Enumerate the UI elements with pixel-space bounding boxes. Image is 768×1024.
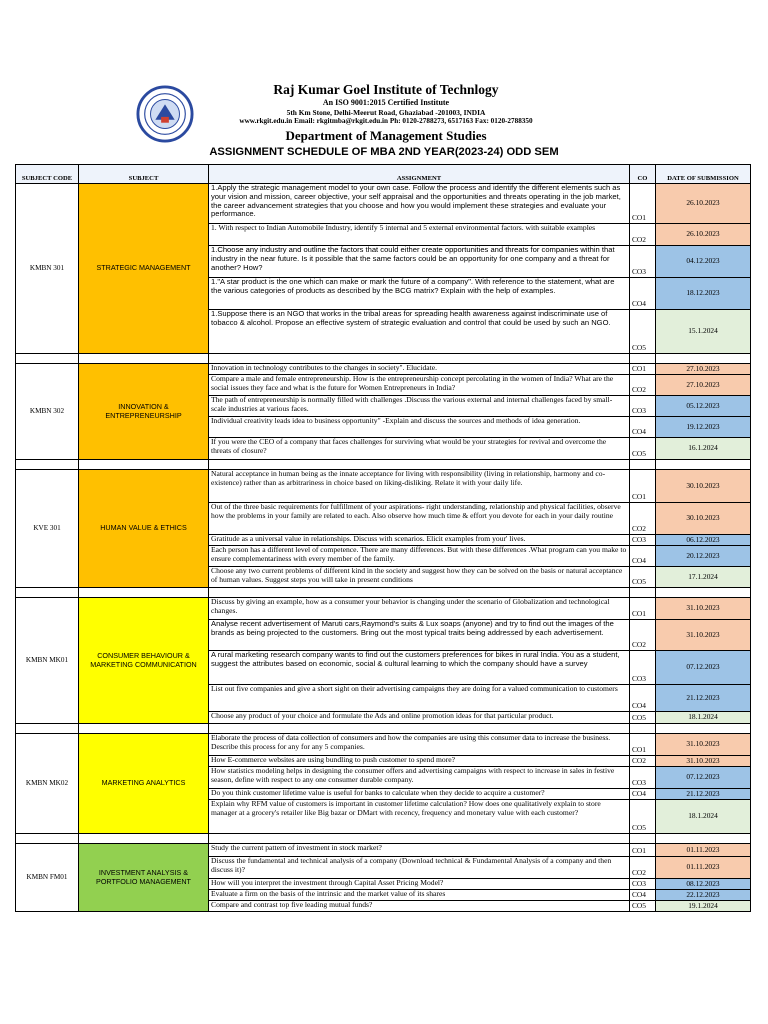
submission-date: 31.10.2023	[656, 756, 751, 767]
subject-name: MARKETING ANALYTICS	[79, 734, 209, 834]
submission-date: 07.12.2023	[656, 767, 751, 789]
submission-date: 04.12.2023	[656, 246, 751, 278]
assignment-text: Evaluate a firm on the basis of the intrinsic and the market value of its shares	[209, 890, 630, 901]
separator-cell	[209, 354, 630, 364]
column-header-subject: SUBJECT	[79, 165, 209, 184]
course-outcome: CO4	[630, 417, 656, 438]
separator-cell	[656, 724, 751, 734]
subject-code: KMBN MK02	[16, 734, 79, 834]
course-outcome: CO4	[630, 789, 656, 800]
course-outcome: CO4	[630, 546, 656, 567]
separator-cell	[79, 460, 209, 470]
submission-date: 05.12.2023	[656, 396, 751, 417]
department-title: Department of Management Studies	[285, 128, 487, 143]
separator-row	[16, 834, 751, 844]
separator-cell	[656, 834, 751, 844]
assignment-text: Out of the three basic requirements for fulfillment of your aspirations- right understanding, relationship and physical facilities, observe how the problems in your family are related to each. Also observe how much time & effort you devote for each in your daily routine	[209, 503, 630, 535]
submission-date: 17.1.2024	[656, 567, 751, 588]
column-header-co: CO	[630, 165, 656, 184]
table-row	[16, 364, 751, 375]
separator-cell	[656, 460, 751, 470]
assignment-text: Individual creativity leads idea to business opportunity" -Explain and discuss the sources and methods of idea generation.	[209, 417, 630, 438]
assignment-text: Explain why RFM value of customers is important in customer lifetime calculation? How does one qualitatively explain to store manager at a grocery's retailer like Big bazar or DMart with recency, frequency and monetary value with each customer?	[209, 800, 630, 834]
assignment-text: Innovation in technology contributes to the changes in society". Elucidate.	[209, 364, 630, 375]
course-outcome: CO4	[630, 890, 656, 901]
course-outcome: CO5	[630, 310, 656, 354]
submission-date: 19.12.2023	[656, 417, 751, 438]
course-outcome: CO1	[630, 470, 656, 503]
course-outcome: CO1	[630, 844, 656, 857]
course-outcome: CO3	[630, 879, 656, 890]
institute-contact: www.rkgit.edu.in Email: rkgitmba@rkgit.edu.in Ph: 0120-2788273, 6517163 Fax: 0120-2788350	[239, 117, 533, 125]
submission-date: 30.10.2023	[656, 470, 751, 503]
course-outcome: CO1	[630, 598, 656, 620]
submission-date: 16.1.2024	[656, 438, 751, 460]
course-outcome: CO5	[630, 438, 656, 460]
subject-name: HUMAN VALUE & ETHICS	[79, 470, 209, 588]
assignment-text: 1. With respect to Indian Automobile Industry, identify 5 internal and 5 external environmental factors. with suitable examples	[209, 224, 630, 246]
schedule-title: ASSIGNMENT SCHEDULE OF MBA 2ND YEAR(2023-24) ODD SEM	[209, 146, 559, 158]
separator-cell	[209, 724, 630, 734]
column-header-subject-code: SUBJECT CODE	[16, 165, 79, 184]
course-outcome: CO5	[630, 712, 656, 724]
course-outcome: CO4	[630, 278, 656, 310]
subject-name: STRATEGIC MANAGEMENT	[79, 184, 209, 354]
submission-date: 31.10.2023	[656, 620, 751, 651]
assignment-text: The path of entrepreneurship is normally filled with challenges .Discuss the various external and internal challenges faced by small-scale industries at various faces.	[209, 396, 630, 417]
submission-date: 18.12.2023	[656, 278, 751, 310]
course-outcome: CO3	[630, 535, 656, 546]
separator-row	[16, 588, 751, 598]
course-outcome: CO3	[630, 651, 656, 685]
separator-cell	[630, 834, 656, 844]
submission-date: 07.12.2023	[656, 651, 751, 685]
course-outcome: CO4	[630, 685, 656, 712]
submission-date: 26.10.2023	[656, 184, 751, 224]
institute-logo-icon	[136, 85, 194, 143]
assignment-text: How will you interpret the investment through Capital Asset Pricing Model?	[209, 879, 630, 890]
separator-cell	[16, 724, 79, 734]
separator-cell	[656, 354, 751, 364]
course-outcome: CO3	[630, 767, 656, 789]
column-header-date: DATE OF SUBMISSION	[656, 165, 751, 184]
separator-cell	[630, 724, 656, 734]
assignment-text: Discuss by giving an example, how as a consumer your behavior is changing under the scenario of Globalization and technological changes.	[209, 598, 630, 620]
assignment-text: Compare a male and female entrepreneurship. How is the entrepreneurship concept percolating in the women of India? What are the social issues they face and what is the future for Women Entrepreneurs in India?	[209, 375, 630, 396]
submission-date: 01.11.2023	[656, 844, 751, 857]
submission-date: 31.10.2023	[656, 734, 751, 756]
table-row	[16, 184, 751, 224]
assignment-text: How E-commerce websites are using bundling to push customer to spend more?	[209, 756, 630, 767]
separator-cell	[630, 588, 656, 598]
assignment-text: Natural acceptance in human being as the innate acceptance for living with responsibility (living in relationship, harmony and co-existence) rather than as arbitrariness in choice based on liking-disliking. Relate it with your daily life.	[209, 470, 630, 503]
submission-date: 21.12.2023	[656, 789, 751, 800]
course-outcome: CO1	[630, 364, 656, 375]
table-row	[16, 844, 751, 857]
assignment-text: If you were the CEO of a company that faces challenges for surviving what would be your strategies for revival and overcome the threats of closure?	[209, 438, 630, 460]
submission-date: 01.11.2023	[656, 857, 751, 879]
course-outcome: CO3	[630, 396, 656, 417]
subject-code: KVE 301	[16, 470, 79, 588]
submission-date: 19.1.2024	[656, 901, 751, 912]
assignment-text: Elaborate the process of data collection of consumers and how the companies are using this consumer data to increase the business. Describe this process for any for any 5 companies.	[209, 734, 630, 756]
assignment-text: 1.Apply the strategic management model to your own case. Follow the process and identify the different elements such as your vision and mission, career objective, your self appraisal and the opportunities and threats operating in the job market, the career advancement strategies that you choose and how you would implement these strategies and evaluate your performance.	[209, 184, 630, 224]
submission-date: 21.12.2023	[656, 685, 751, 712]
assignment-text: Do you think customer lifetime value is useful for banks to calculate when they decide to acquire a customer?	[209, 789, 630, 800]
submission-date: 27.10.2023	[656, 364, 751, 375]
subject-name: INVESTMENT ANALYSIS & PORTFOLIO MANAGEMENT	[79, 844, 209, 912]
submission-date: 18.1.2024	[656, 712, 751, 724]
submission-date: 15.1.2024	[656, 310, 751, 354]
submission-date: 27.10.2023	[656, 375, 751, 396]
institute-address: 5th Km Stone, Delhi-Meerut Road, Ghaziabad -201003, INDIA	[286, 108, 486, 117]
assignment-text: Choose any product of your choice and formulate the Ads and online promotion ideas for that particular product.	[209, 712, 630, 724]
submission-date: 31.10.2023	[656, 598, 751, 620]
separator-cell	[656, 588, 751, 598]
separator-cell	[209, 834, 630, 844]
table-row	[16, 470, 751, 503]
submission-date: 26.10.2023	[656, 224, 751, 246]
separator-cell	[79, 834, 209, 844]
separator-cell	[209, 460, 630, 470]
course-outcome: CO2	[630, 756, 656, 767]
submission-date: 22.12.2023	[656, 890, 751, 901]
separator-row	[16, 724, 751, 734]
submission-date: 20.12.2023	[656, 546, 751, 567]
course-outcome: CO2	[630, 857, 656, 879]
separator-cell	[630, 460, 656, 470]
assignment-text: A rural marketing research company wants to find out the customers preferences for bikes in rural India. You as a student, suggest the attributes based on economic, social & cultural learning to which the company should have a survey	[209, 651, 630, 685]
course-outcome: CO2	[630, 503, 656, 535]
institute-name: Raj Kumar Goel Institute of Technlogy	[273, 82, 499, 97]
course-outcome: CO2	[630, 224, 656, 246]
course-outcome: CO5	[630, 800, 656, 834]
subject-name: INNOVATION & ENTREPRENEURSHIP	[79, 364, 209, 460]
subject-code: KMBN 301	[16, 184, 79, 354]
separator-row	[16, 460, 751, 470]
course-outcome: CO2	[630, 375, 656, 396]
separator-cell	[16, 460, 79, 470]
separator-cell	[16, 834, 79, 844]
assignment-text: Study the current pattern of investment in stock market?	[209, 844, 630, 857]
separator-row	[16, 354, 751, 364]
separator-cell	[16, 588, 79, 598]
course-outcome: CO1	[630, 184, 656, 224]
separator-cell	[16, 354, 79, 364]
assignment-schedule-table	[15, 164, 751, 912]
assignment-text: Choose any two current problems of different kind in the society and suggest how they can be solved on the basis or natural acceptance of human values. Suggest steps you will take in present conditions	[209, 567, 630, 588]
assignment-text: Analyse recent advertisement of Maruti cars,Raymond's suits & Lux soaps (anyone) and try to find out the images of the brands as being projected to the customers. Bring out the most typical traits being addressed by each advertisement.	[209, 620, 630, 651]
submission-date: 08.12.2023	[656, 879, 751, 890]
course-outcome: CO5	[630, 901, 656, 912]
subject-code: KMBN MK01	[16, 598, 79, 724]
assignment-text: Gratitude as a universal value in relationships. Discuss with scenarios. Elicit examples from your' lives.	[209, 535, 630, 546]
column-header-assignment: ASSIGNMENT	[209, 165, 630, 184]
course-outcome: CO1	[630, 734, 656, 756]
assignment-text: Discuss the fundamental and technical analysis of a company (Download technical & Fundamental Analysis of a company and then discuss it)?	[209, 857, 630, 879]
assignment-text: 1.Choose any industry and outline the factors that could either create opportunities and threats for companies within that industry in the near future. Is it possible that the same factors could be an opportunity for one company and a threat for another? How?	[209, 246, 630, 278]
table-row	[16, 734, 751, 756]
assignment-text: 1."A star product is the one which can make or mark the future of a company". With reference to the statement, what are the various categories of products as described by the BCG matrix? Explain with the help of examples.	[209, 278, 630, 310]
course-outcome: CO5	[630, 567, 656, 588]
assignment-text: List out five companies and give a short sight on their advertising campaigns they are doing for a valued communication to customers	[209, 685, 630, 712]
separator-cell	[79, 588, 209, 598]
submission-date: 06.12.2023	[656, 535, 751, 546]
assignment-text: Each person has a different level of competence. There are many differences. But with these differences .What program can you make to ensure complementariness with every member of the family.	[209, 546, 630, 567]
separator-cell	[209, 588, 630, 598]
submission-date: 18.1.2024	[656, 800, 751, 834]
subject-name: CONSUMER BEHAVIOUR & MARKETING COMMUNICATION	[79, 598, 209, 724]
subject-code: KMBN 302	[16, 364, 79, 460]
assignment-text: 1.Suppose there is an NGO that works in the tribal areas for spreading health awareness against indiscriminate use of tobacco & alcohol. Propose an effective system of strategic evaluation and control that could be used by such an NGO.	[209, 310, 630, 354]
separator-cell	[630, 354, 656, 364]
submission-date: 30.10.2023	[656, 503, 751, 535]
subject-code: KMBN FM01	[16, 844, 79, 912]
course-outcome: CO3	[630, 246, 656, 278]
institute-header	[0, 76, 768, 166]
table-body	[16, 184, 751, 912]
assignment-text: How statistics modeling helps in designing the consumer offers and advertising campaigns with respect to increase in sales in festive season, define with respect to any one consumer durable company.	[209, 767, 630, 789]
separator-cell	[79, 724, 209, 734]
separator-cell	[79, 354, 209, 364]
iso-certification: An ISO 9001:2015 Certified Institute	[322, 98, 450, 107]
table-row	[16, 598, 751, 620]
course-outcome: CO2	[630, 620, 656, 651]
assignment-text: Compare and contrast top five leading mutual funds?	[209, 901, 630, 912]
table-header-row	[16, 165, 751, 184]
